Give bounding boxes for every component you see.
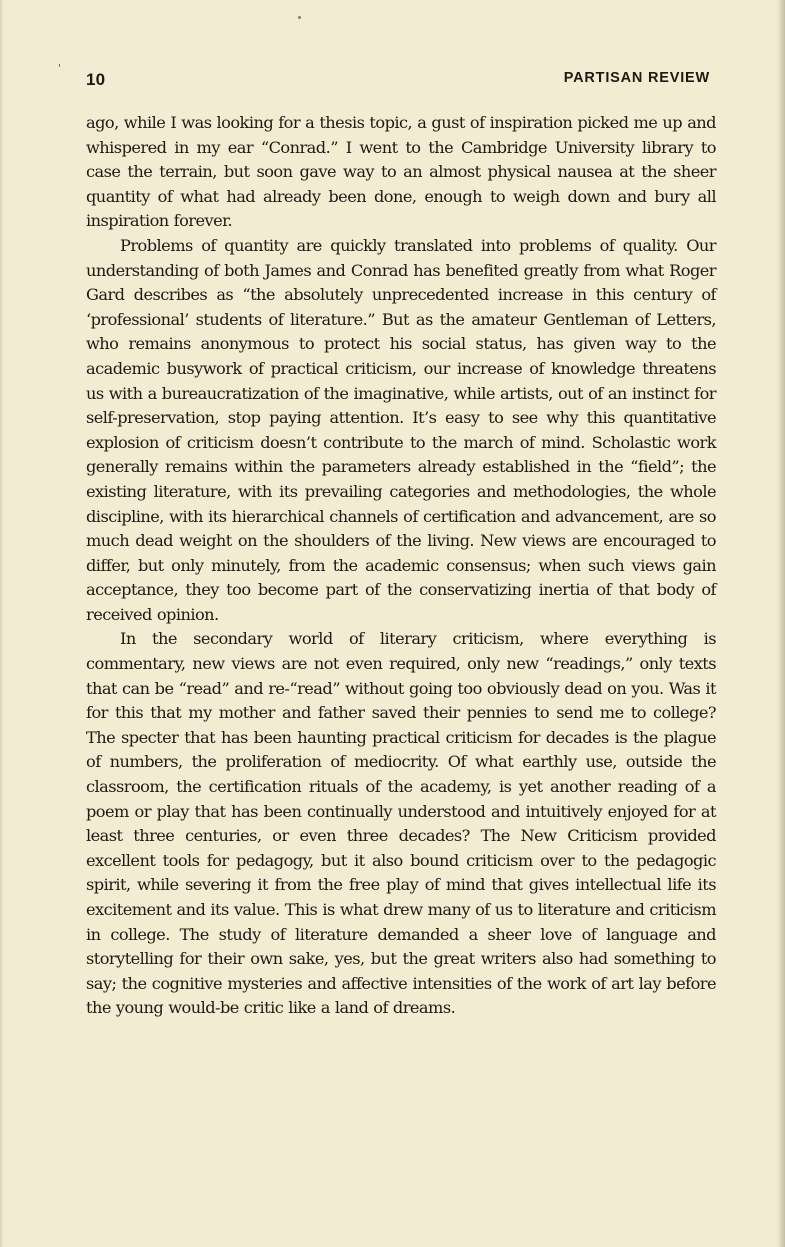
page-number: 10 bbox=[86, 70, 106, 89]
paper-speck bbox=[298, 16, 301, 19]
margin-tick-mark: ' bbox=[58, 62, 62, 75]
body-text bbox=[86, 111, 716, 1021]
paragraph: In the secondary world of literary criticism, where everything is commentary, new views are not even required, only new “readings,” only texts that can be “read” and re-“read” without going too obviously dead on you. Was it for this that my mother and father saved their pennies to send me to college? The specter that has been haunting practical criticism for decades is the plague of numbers, the proliferation of mediocrity. Of what earthly use, outside the classroom, the certification rituals of the academy, is yet another reading of a poem or play that has been continually understood and intuitively enjoyed for at least three centuries, or even three decades? The New Criticism provided excellent tools for pedagogy, but it also bound criticism over to the pedagogic spirit, while severing it from the free play of mind that gives intellectual life its excitement and its value. This is what drew many of us to literature and criticism in college. The study of literature demanded a sheer love of language and storytelling for their own sake, yes, but the great writers also had something to say; the cognitive mysteries and affective intensities of the work of art lay before the young would-be critic like a land of dreams. bbox=[86, 629, 716, 1018]
page-header bbox=[86, 70, 710, 90]
paragraph: Problems of quantity are quickly translated into problems of quality. Our understanding of both James and Conrad has benefited greatly from what Roger Gard describes as “the absolutely unprecedented increase in this century of ‘professional’ students of literature.” But as the amateur Gentleman of Letters, who remains anonymous to protect his social status, has given way to the academic busywork of practical criticism, our increase of knowledge threatens us with a bureaucratization of the imaginative, while artists, out of an instinct for self-preservation, stop paying attention. It’s easy to see why this quantitative explosion of criticism doesn’t contribute to the march of mind. Scholastic work generally remains within the parameters already established in the “field”; the existing literature, with its prevailing categories and methodologies, the whole discipline, with its hierarchical channels of certification and advancement, are so much dead weight on the shoulders of the living. New views are encouraged to differ, but only minutely, from the academic consensus; when such views gain acceptance, they too become part of the conservatizing inertia of that body of received opinion. bbox=[86, 235, 716, 624]
page-right-edge-shadow bbox=[777, 0, 785, 1247]
page-left-edge-shadow bbox=[0, 0, 4, 1247]
running-head: PARTISAN REVIEW bbox=[563, 70, 710, 86]
paragraph: ago, while I was looking for a thesis topic, a gust of inspiration picked me up and whispered in my ear “Conrad.” I went to the Cambridge University library to case the terrain, but soon gave way to an almost physical nausea at the sheer quantity of what had already been done, enough to weigh down and bury all inspiration forever. bbox=[86, 113, 716, 231]
